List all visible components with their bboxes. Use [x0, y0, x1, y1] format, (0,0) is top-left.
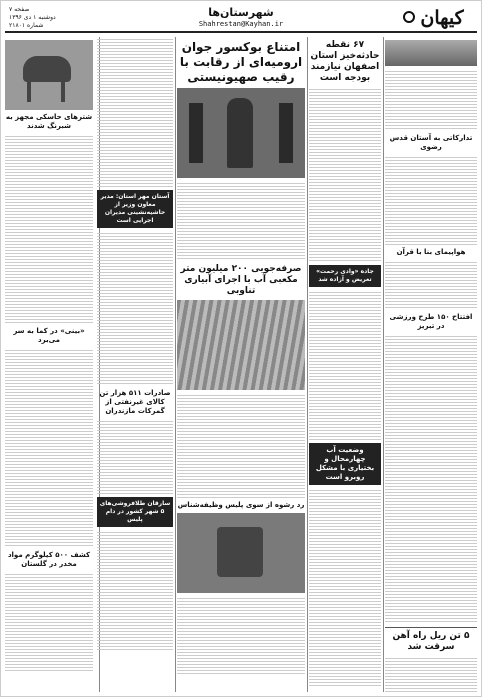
- article-body: [5, 572, 93, 672]
- article-body: [5, 134, 93, 324]
- article-headline: ۵ تن ریل راه آهن سرقت شد: [392, 631, 470, 652]
- article-body: [97, 530, 173, 650]
- lead-headline: امتناع بوکسور جوان ارومیه‌ای از رقابت با رقیب صهیونیستی: [179, 40, 303, 84]
- article-body: [177, 596, 305, 676]
- article-body: [177, 181, 305, 261]
- article-headline: ۶۷ نقطه حادثه‌خیز استان اصفهان نیازمند بودجه است: [310, 40, 380, 83]
- column-right-middle: [309, 37, 381, 692]
- column-center: [177, 37, 305, 692]
- highlight-box: وضعیت آب چهارمحال و بختیاری با مشکل روبرو است: [309, 443, 381, 485]
- article-headline: «بینی» در کما به سر می‌برد: [13, 327, 85, 344]
- article-headline: رد رشوه از سوی پلیس وظیفه‌شناس: [177, 501, 305, 509]
- article-body: [5, 348, 93, 548]
- article-body: [97, 419, 173, 494]
- map-photo: [385, 40, 477, 66]
- section-title: شهرستان‌ها: [208, 6, 274, 19]
- column-rule: [175, 37, 176, 692]
- article-headline: کشف ۵۰۰ کیلوگرم مواد مخدر در گلستان: [7, 551, 91, 568]
- camel-photo: [5, 40, 93, 110]
- article-body: [97, 231, 173, 386]
- column-rule: [383, 37, 384, 692]
- column-left-middle: [97, 37, 173, 692]
- article-body: [385, 334, 477, 624]
- highlight-box: سارقان طلافروشی‌های ۵ شهر کشور در دام پلیس: [97, 497, 173, 527]
- column-right: [385, 37, 477, 692]
- column-left: [5, 37, 93, 692]
- article-body: [385, 656, 477, 692]
- newspaper-logo: کیهان: [420, 7, 464, 29]
- article-body: [309, 290, 381, 440]
- article-body: [97, 37, 173, 187]
- column-rule: [307, 37, 308, 692]
- article-headline: افتتاح ۱۵۰ طرح ورزشی در تبریز: [389, 313, 473, 330]
- highlight-box: آستان مهر استان: مدیر معاون وزیر از حاشیه‌نشینی مدیران اجرایی است: [97, 190, 173, 228]
- article-headline: شترهای حاسکی مجهز به شبرنگ شدند: [5, 113, 93, 130]
- article-body: [385, 260, 477, 310]
- issue-info: صفحه ۷ دوشنبه ۱ دی ۱۳۹۶ شماره ۲۱۸۰۱: [9, 6, 56, 29]
- article-body: [385, 69, 477, 131]
- article-headline: هواپیمای بنا با قرآن: [396, 248, 466, 256]
- section-email: Shahrestan@Kayhan.ir: [198, 20, 284, 28]
- police-photo: [177, 513, 305, 593]
- article-body: [177, 393, 305, 498]
- boxer-photo: [177, 88, 305, 178]
- article-body: [309, 488, 381, 688]
- masthead: [5, 5, 477, 33]
- article-headline: تدارکاتی به آستان قدس رضوی: [389, 134, 473, 151]
- article-headline: صرفه‌جویی ۲۰۰ میلیون متر مکعبی آب با اجرای آبیاری تناوبی: [180, 264, 302, 296]
- farm-photo: [177, 300, 305, 390]
- article-body: [309, 87, 381, 262]
- highlight-box: جاده «وادی رحمت» تعریض و آزاده شد: [309, 265, 381, 287]
- article-body: [385, 155, 477, 245]
- article-headline: صادرات ۵۱۱ هزار تن کالای غیرنفتی از گمرکات مازندران: [99, 389, 171, 415]
